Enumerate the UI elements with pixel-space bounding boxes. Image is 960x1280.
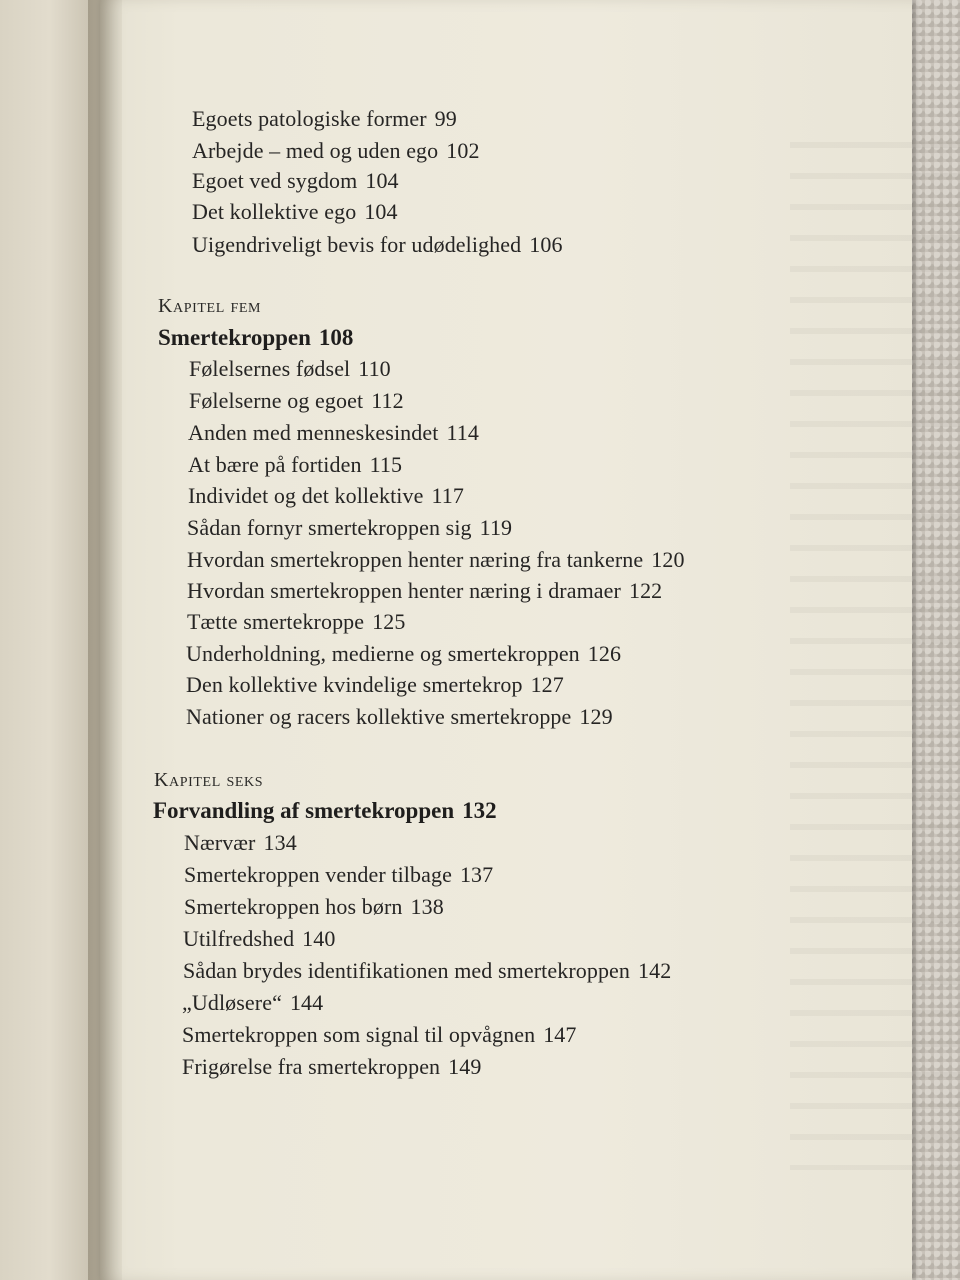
toc-entry-page: 99 [434, 106, 457, 131]
toc-entry [188, 483, 464, 509]
toc-entry-title: Utilfredshed [183, 926, 295, 951]
toc-entry-page: 144 [289, 990, 324, 1015]
toc-entry-page: 149 [448, 1054, 482, 1079]
toc-entry [192, 168, 399, 194]
toc-entry [192, 232, 563, 258]
toc-entry-title: Nationer og racers kollektive smertekroppe [186, 704, 572, 729]
chapter-title [158, 324, 353, 352]
toc-entry-page: 138 [410, 894, 444, 919]
toc-entry-title: Underholdning, medierne og smertekroppen [186, 641, 580, 666]
toc-entry-page: 137 [459, 862, 494, 887]
toc-entry-title: Individet og det kollektive [188, 483, 424, 508]
chapter-title [153, 797, 497, 825]
toc-entry [189, 356, 391, 382]
toc-entry [188, 452, 402, 478]
toc-entry-page: 104 [365, 168, 399, 193]
toc-entry-title: Tætte smertekroppe [187, 609, 365, 634]
chapter-title-text: Forvandling af smertekroppen [153, 798, 455, 823]
toc-entry [192, 138, 480, 164]
toc-entry-page: 129 [579, 704, 613, 729]
toc-entry-title: Den kollektive kvindelige smertekrop [186, 672, 523, 697]
toc-entry-title: Hvordan smertekroppen henter næring i dramaer [187, 578, 621, 603]
chapter-label: Kapitel fem [158, 295, 262, 317]
toc-entry [189, 388, 404, 414]
toc-entry [184, 894, 444, 920]
toc-entry [187, 547, 685, 573]
toc-entry [187, 515, 512, 541]
toc-entry-page: 110 [358, 356, 391, 381]
toc-entry [182, 1022, 577, 1048]
toc-entry-page: 114 [446, 420, 479, 445]
toc-entry-title: Følelserne og egoet [189, 388, 364, 413]
toc-entry-title: Sådan brydes identifikationen med smertekroppen [183, 958, 631, 983]
toc-entry [186, 641, 621, 667]
toc-entry-title: Arbejde – med og uden ego [192, 138, 439, 163]
toc-entry-page: 122 [628, 578, 663, 603]
toc-entry-title: Smertekroppen som signal til opvågnen [182, 1022, 536, 1047]
toc-entry [182, 1054, 481, 1080]
chapter-title-text: Smertekroppen [158, 325, 311, 350]
toc-entry-page: 120 [651, 547, 685, 572]
toc-entry-page: 134 [263, 830, 297, 855]
toc-entry-page: 104 [364, 199, 398, 224]
toc-entry-title: Følelsernes fødsel [189, 356, 351, 381]
toc-entry-page: 140 [302, 926, 336, 951]
toc-entry-page: 102 [446, 138, 480, 163]
toc-entry-page: 112 [371, 388, 404, 413]
toc-entry-page: 147 [543, 1022, 577, 1047]
chapter-title-page: 132 [462, 798, 497, 823]
toc-entry-title: Egoet ved sygdom [192, 168, 358, 193]
toc-entry-page: 126 [587, 641, 622, 666]
toc-entry-title: Smertekroppen vender tilbage [184, 862, 452, 887]
toc-entry [183, 958, 671, 984]
toc-entry [183, 926, 335, 952]
toc-entry-title: Smertekroppen hos børn [184, 894, 403, 919]
toc-entry-title: Egoets patologiske former [192, 106, 427, 131]
toc-entry-page: 125 [372, 609, 406, 634]
toc-entry-page: 142 [638, 958, 672, 983]
toc-entry [192, 199, 398, 225]
toc-entry-page: 115 [369, 452, 403, 477]
toc-entry [192, 106, 457, 132]
toc-entry [182, 990, 323, 1016]
toc-entry [184, 862, 493, 888]
toc-entry-title: Sådan fornyr smertekroppen sig [187, 515, 472, 540]
toc-entry-title: Nærvær [184, 830, 256, 855]
toc-entry-title: Frigørelse fra smertekroppen [182, 1054, 441, 1079]
toc-entry-title: At bære på fortiden [188, 452, 362, 477]
toc-entry [186, 704, 613, 730]
toc-entry-title: Det kollektive ego [192, 199, 357, 224]
toc-entry-page: 106 [529, 232, 563, 257]
chapter-label: Kapitel seks [154, 769, 264, 791]
chapter-title-page: 108 [318, 325, 354, 350]
toc-entry [187, 578, 662, 604]
toc-entry [186, 672, 564, 698]
toc-entry [184, 830, 297, 856]
toc-entry [187, 609, 405, 635]
toc-entry [188, 420, 479, 446]
toc-entry-page: 127 [530, 672, 564, 697]
toc-entry-title: Hvordan smertekroppen henter næring fra tankerne [187, 547, 644, 572]
toc-entry-page: 117 [431, 483, 464, 508]
toc-entry-title: Anden med menneskesindet [188, 420, 439, 445]
toc-entry-page: 119 [479, 515, 513, 540]
toc-entry-title: „Udløsere“ [182, 990, 282, 1015]
toc-entry-title: Uigendriveligt bevis for udødelighed [192, 232, 522, 257]
